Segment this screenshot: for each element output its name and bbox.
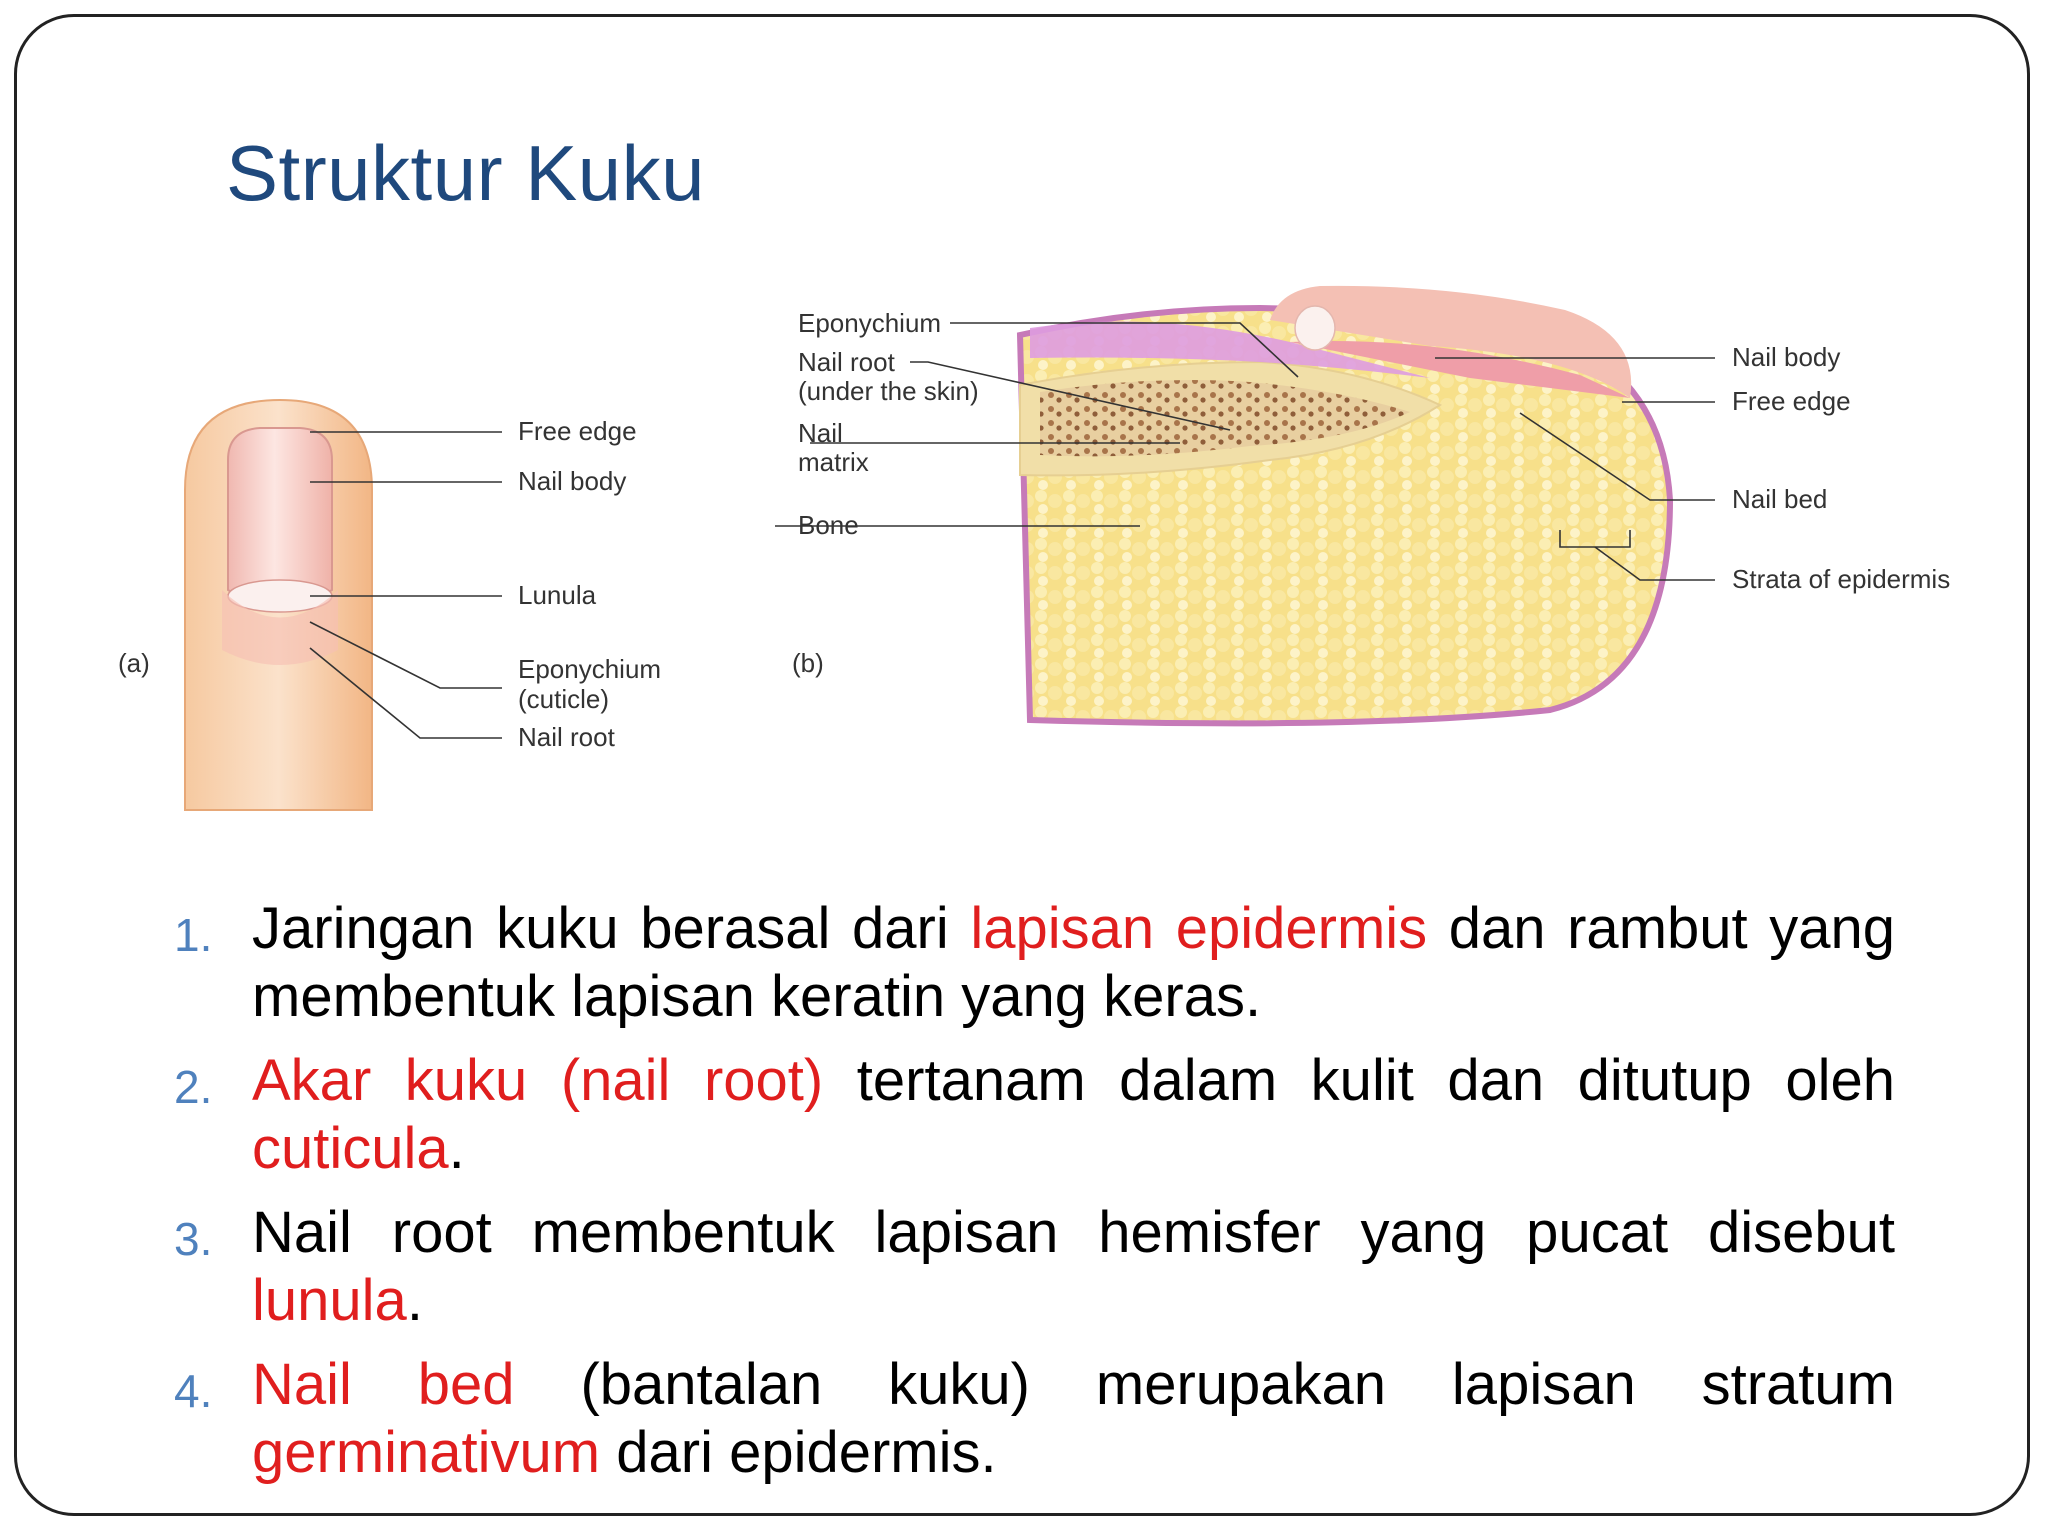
list-item (170, 1199, 1895, 1335)
point-highlight: lunula (252, 1268, 407, 1333)
label-a-free-edge: Free edge (518, 416, 637, 446)
point-text: . (448, 1116, 465, 1181)
label-a-eponychium: Eponychium (518, 654, 662, 684)
label-b-nail-body: Nail body (1732, 342, 1841, 372)
label-a-lunula: Lunula (518, 580, 597, 610)
point-highlight: cuticula (252, 1116, 449, 1181)
point-text: dari epidermis. (600, 1420, 997, 1485)
figure-b-section-illustration (1020, 286, 1670, 723)
label-a-nail-root: Nail root (518, 722, 615, 752)
point-highlight: Akar kuku (nail root) (252, 1048, 824, 1113)
point-text: Jaringan kuku berasal dari (252, 896, 971, 961)
list-number: 4. (174, 1365, 213, 1417)
list-item (170, 895, 1895, 1031)
label-b-nail-root: Nail root (798, 347, 895, 377)
list-item (170, 1351, 1895, 1487)
label-b-eponychium: Eponychium (798, 308, 942, 338)
label-b-strata: Strata of epidermis (1732, 564, 1951, 594)
label-b-nail-bed: Nail bed (1732, 484, 1828, 514)
point-highlight: lapisan epidermis (970, 896, 1428, 961)
figure-b-label: (b) (792, 648, 824, 678)
figure-a-finger-illustration (185, 400, 372, 810)
list-number: 2. (174, 1061, 213, 1113)
label-b-bone: Bone (798, 510, 859, 540)
label-b-under-the-skin: (under the skin) (798, 376, 979, 406)
label-b-matrix: matrix (798, 447, 869, 477)
point-text: . (406, 1268, 423, 1333)
label-a-nail-body: Nail body (518, 466, 627, 496)
point-text: Nail root membentuk lapisan hemisfer yang pucat disebut (252, 1200, 1895, 1265)
label-a-cuticle: (cuticle) (518, 684, 610, 714)
point-list (170, 895, 1895, 1503)
figure-a-label: (a) (118, 648, 150, 678)
point-highlight: germinativum (252, 1420, 601, 1485)
list-number: 3. (174, 1213, 213, 1265)
label-b-free-edge: Free edge (1732, 386, 1851, 416)
point-text: dan rambut yang membentuk lapisan keratin yang keras. (252, 896, 1895, 1029)
slide-title: Struktur Kuku (226, 129, 706, 217)
point-text: (bantalan kuku) merupakan lapisan stratum (514, 1352, 1895, 1417)
point-highlight: Nail bed (252, 1352, 515, 1417)
point-text: tertanam dalam kulit dan ditutup oleh (823, 1048, 1895, 1113)
nail-structure-diagram (110, 250, 1990, 820)
list-number: 1. (174, 909, 213, 961)
label-b-nail: Nail (798, 418, 843, 448)
list-item (170, 1047, 1895, 1183)
